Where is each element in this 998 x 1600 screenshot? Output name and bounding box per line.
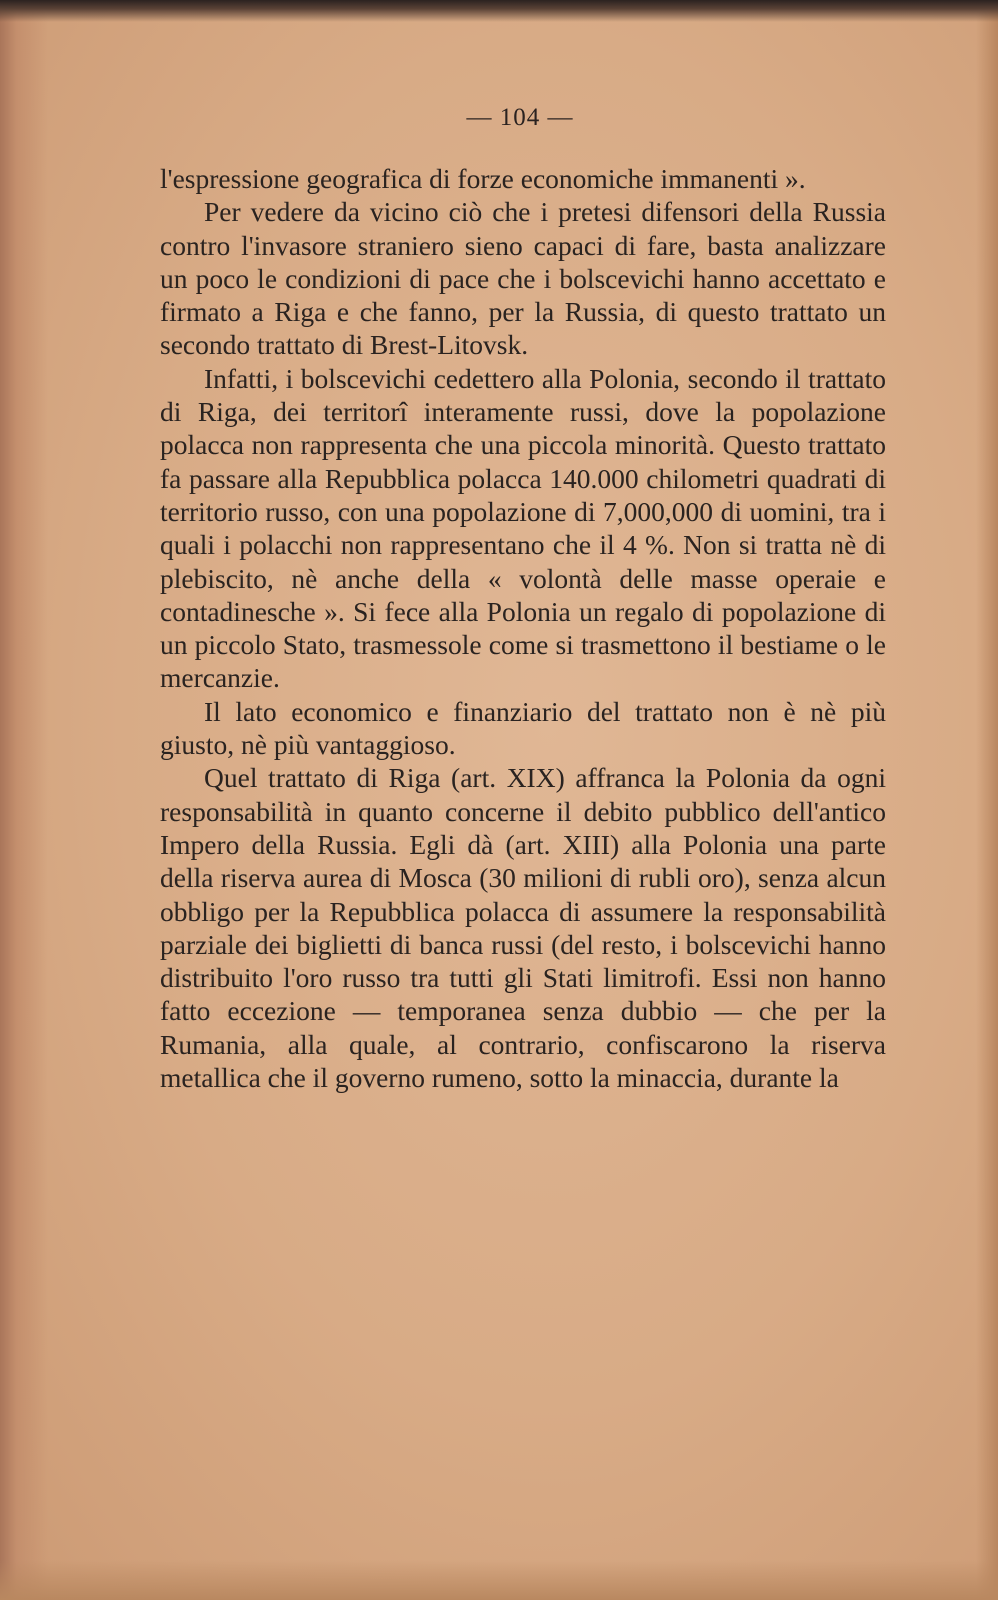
page-bottom-edge <box>0 1560 998 1600</box>
page-number: — 104 — <box>466 104 574 131</box>
paragraph-continuation: l'espressione geografica di forze economiche immanenti ». <box>160 163 806 194</box>
page-right-edge <box>976 0 998 1600</box>
paragraph: Il lato economico e finanziario del trattato non è nè più giusto, nè più vantaggioso. <box>160 695 886 761</box>
paragraph: Quel trattato di Riga (art. XIX) affranca la Polonia da ogni responsabilità in quanto concerne il debito pubblico dell'antico Impero della Russia. Egli dà (art. XIII) alla Polonia una parte della riserva aurea di Mosca (30 milioni di rubli oro), senza alcun obbligo per la Repubblica polacca di assumere la responsabilità parziale dei biglietti di banca russi (del resto, i bolscevichi hanno distribuito l'oro russo tra tutti gli Stati limitrofi. Essi non hanno fatto eccezione — temporanea senza dubbio — che per la Rumania, alla quale, al contrario, confiscarono la riserva metallica che il governo rumeno, sotto la minaccia, durante la <box>160 762 886 1094</box>
body-text <box>160 162 886 1094</box>
paragraph: Infatti, i bolscevichi cedettero alla Polonia, secondo il trattato di Riga, dei territorî interamente russi, dove la popolazione polacca non rappresenta che una piccola minorità. Questo trattato fa passare alla Repubblica polacca 140.000 chilometri quadrati di territorio russo, con una popolazione di 7,000,000 di uomini, tra i quali i polacchi non rappresentano che il 4 %. Non si tratta nè di plebiscito, nè anche della « volontà delle masse operaie e contadinesche ». Si fece alla Polonia un regalo di popolazione di un piccolo Stato, trasmessole come si trasmettono il bestiame o le mercanzie. <box>160 362 886 694</box>
paragraph: Per vedere da vicino ciò che i pretesi difensori della Russia contro l'invasore straniero sieno capaci di fare, basta analizzare un poco le condizioni di pace che i bolscevichi hanno accettato e firmato a Riga e che fanno, per la Russia, di questo trattato un secondo trattato di Brest-Litovsk. <box>160 196 886 361</box>
